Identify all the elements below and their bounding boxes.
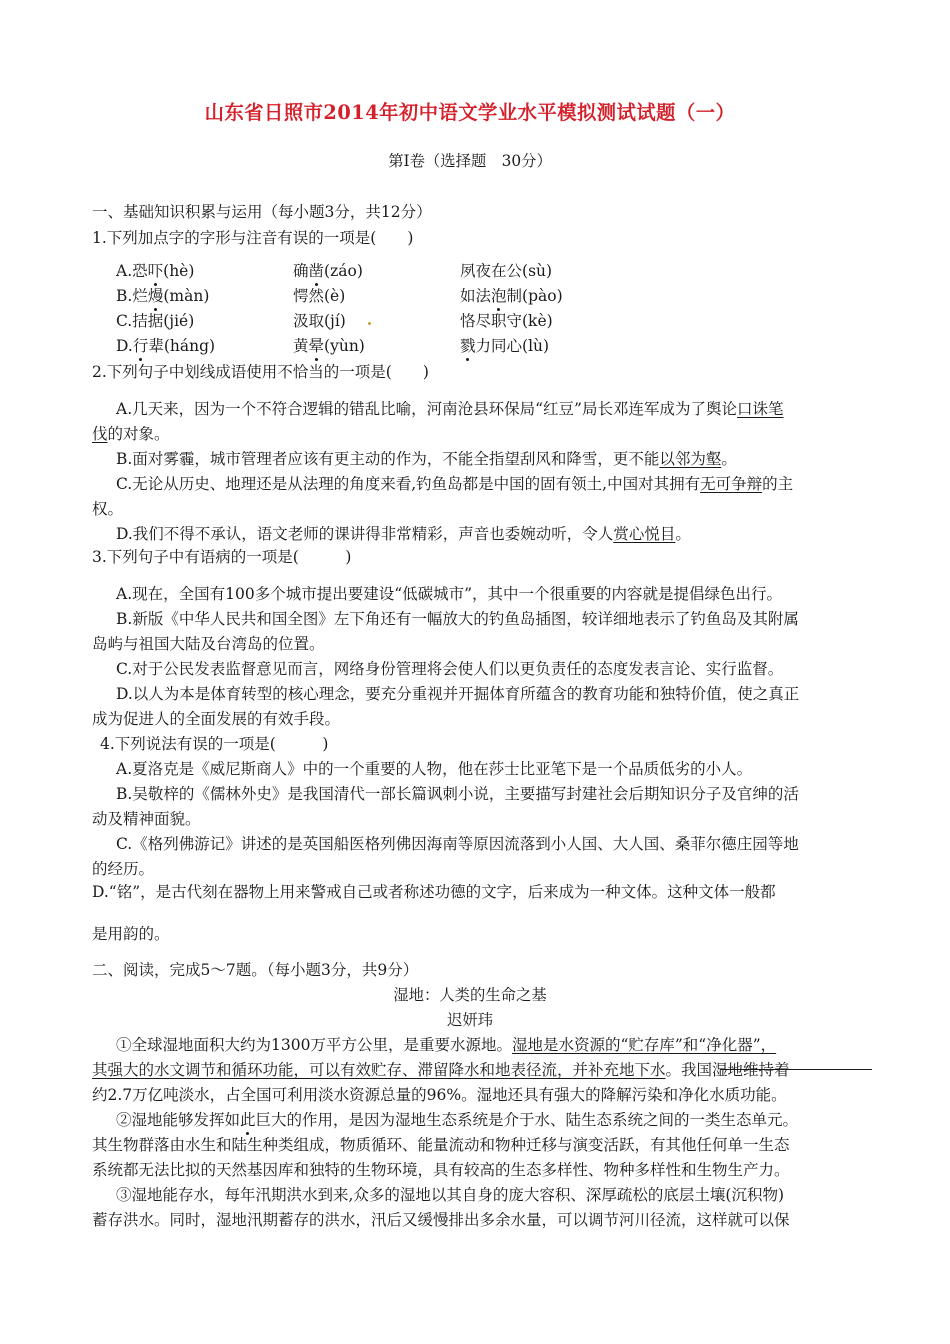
article-author: 迟妍玮 xyxy=(446,1011,494,1029)
q3-option-b-line2: 岛屿与祖国大陆及台湾岛的位置。 xyxy=(92,635,325,653)
q4-option-c-line2: 的经历。 xyxy=(92,860,155,878)
q3-option-d-line1: D.以人为本是体育转型的核心理念，要充分重视并开掘体育所蕴含的教育功能和独特价值，使之真正 xyxy=(116,685,800,703)
q4-option-b-line2: 动及精神面貌。 xyxy=(92,810,201,828)
q1-option-c-col3: 恪尽职守(kè) xyxy=(460,312,553,330)
underlined-idiom: 口诛笔 xyxy=(736,400,784,418)
paragraph-2-line2: 其生物群落由水生和陆生种类组成，物质循环、能量流动和物种迁移与演变活跃，有其他任何单一生态 xyxy=(92,1136,790,1154)
emphasis-dot-char: 凿 xyxy=(308,262,325,280)
q1-option-b-col1: B.烂熳(màn) xyxy=(116,287,210,305)
q4-option-d-line1: D.“铭”，是古代刻在器物上用来警戒自己或者称述功德的文字，后来成为一种文体。这种文体一般都 xyxy=(92,883,776,901)
underlined-idiom: 赏心悦目 xyxy=(613,525,676,543)
stray-dot-mark xyxy=(368,322,371,325)
q1-option-a-col2: 确凿(záo) xyxy=(293,262,363,280)
section2-heading: 二、阅读，完成5～7题。（每小题3分，共9分） xyxy=(92,961,419,979)
q3-option-c: C.对于公民发表监督意见而言，网络身份管理将会使人们以更负责任的态度发表言论、实行监督。 xyxy=(116,660,784,678)
paragraph-2-line3: 系统都无法比拟的天然基因库和独特的生物环境，具有较高的生态多样性、物种多样性和生物生产力。 xyxy=(92,1161,790,1179)
q3-option-b-line1: B.新版《中华人民共和国全图》左下角还有一幅放大的钓鱼岛插图，较详细地表示了钓鱼岛及其附属 xyxy=(116,610,799,628)
q4-option-c-line1: C.《格列佛游记》讲述的是英国船医格列佛因海南等原因流落到小人国、大人国、桑菲尔德庄园等地 xyxy=(116,835,799,853)
underlined-sentence: 其强大的水文调节和循环功能，可以有效贮存、滞留降水和地表径流，并补充地下水 xyxy=(92,1061,666,1079)
q4-option-a: A.夏洛克是《威尼斯商人》中的一个重要的人物，他在莎士比亚笔下是一个品质低劣的小人。 xyxy=(116,760,753,778)
q1-option-a-col3: 夙夜在公(sù) xyxy=(460,262,553,280)
article-title: 湿地：人类的生命之基 xyxy=(393,986,547,1004)
q2-option-d: D.我们不得不承认，语文老师的课讲得非常精彩，声音也委婉动听，令人赏心悦目。 xyxy=(116,525,691,543)
underlined-idiom: 以邻为壑 xyxy=(659,450,722,468)
paragraph-3-line1: ③湿地能存水，每年汛期洪水到来,众多的湿地以其自身的庞大容积、深厚疏松的底层土壤(沉积物) xyxy=(116,1186,785,1204)
q1-option-b-col2: 愕然(è) xyxy=(293,287,346,305)
paragraph-2-line1: ②湿地能够发挥如此巨大的作用，是因为湿地生态系统是介于水、陆生态系统之间的一类生态单元。 xyxy=(116,1111,799,1129)
q4-option-d-line2: 是用韵的。 xyxy=(92,925,170,943)
document-title: 山东省日照市2014年初中语文学业水平模拟测试试题（一） xyxy=(204,101,736,124)
q4-option-b-line1: B.吴敬梓的《儒林外史》是我国清代一部长篇讽刺小说，主要描写封建社会后期知识分子及官绅的活 xyxy=(116,785,799,803)
q2-stem: 2.下列句子中划线成语使用不恰当的一项是( ) xyxy=(92,363,429,381)
q1-option-d-col1: D.行辈(háng) xyxy=(116,337,216,355)
q3-option-a: A.现在，全国有100多个城市提出要建设“低碳城市”，其中一个很重要的内容就是提倡绿色出行。 xyxy=(116,585,783,603)
volume-heading: 第Ⅰ卷（选择题 30分） xyxy=(388,152,552,170)
underline-rule xyxy=(720,1069,872,1070)
paragraph-3-line2: 蓄存洪水。同时，湿地汛期蓄存的洪水，汛后又缓慢排出多余水量，可以调节河川径流，这样就可以保 xyxy=(92,1211,790,1229)
q4-stem: 4.下列说法有误的一项是( ) xyxy=(100,735,329,753)
section1-heading: 一、基础知识积累与运用（每小题3分，共12分） xyxy=(92,203,432,221)
q1-option-d-col3: 戮力同心(lù) xyxy=(460,337,550,355)
q1-option-a-col1: A.恐吓(hè) xyxy=(116,262,195,280)
q1-option-c-col1: C.拮据(jié) xyxy=(116,312,195,330)
q3-option-d-line2: 成为促进人的全面发展的有效手段。 xyxy=(92,710,341,728)
emphasis-dot-char: 戮 xyxy=(460,337,476,355)
emphasis-dot-char: 此 xyxy=(240,1111,256,1129)
paragraph-1-line1: ①全球湿地面积大约为1300万平方公里，是重要水源地。湿地是水资源的“贮存库”和“净化器”， xyxy=(116,1036,777,1054)
emphasis-dot-char: 熳 xyxy=(147,287,164,305)
q1-stem: 1.下列加点字的字形与注音有误的一项是( ) xyxy=(92,229,414,247)
q2-option-b: B.面对雾霾，城市管理者应该有更主动的作为，不能全指望刮风和降雪，更不能以邻为壑。 xyxy=(116,450,737,468)
paragraph-1-line2: 其强大的水文调节和循环功能，可以有效贮存、滞留降水和地表径流，并补充地下水。我国湿地维持着 xyxy=(92,1061,790,1079)
q2-option-a-line1: A.几天来，因为一个不符合逻辑的错乱比喻，河南沧县环保局“红豆”局长邓连军成为了舆论口诛笔 xyxy=(116,400,784,418)
q2-option-a-line2: 伐的对象。 xyxy=(92,425,170,443)
q1-option-b-col3: 如法泡制(pào) xyxy=(460,287,563,305)
underlined-sentence: 湿地是水资源的“贮存库”和“净化器”， xyxy=(511,1036,777,1054)
q2-option-c-line1: C.无论从历史、地理还是从法理的角度来看,钓鱼岛都是中国的固有领土,中国对其拥有无可争辩的主 xyxy=(116,475,794,493)
emphasis-dot-char: 泡 xyxy=(491,287,507,305)
q1-option-d-col2: 黄晕(yùn) xyxy=(293,337,365,355)
paragraph-1-line3: 约2.7万亿吨淡水，占全国可利用淡水资源总量的96%。湿地还具有强大的降解污染和净化水质功能。 xyxy=(92,1086,787,1104)
emphasis-dot-char: 行 xyxy=(132,337,149,355)
q2-option-c-line2: 权。 xyxy=(92,500,124,518)
q1-option-c-col2: 汲取(jí) xyxy=(293,312,346,330)
underlined-idiom: 无可争辩 xyxy=(700,475,763,493)
emphasis-dot-char: 吓 xyxy=(147,262,164,280)
emphasis-dot-char: 晕 xyxy=(308,337,325,355)
q3-stem: 3.下列句子中有语病的一项是( ) xyxy=(92,548,352,566)
underlined-idiom: 伐 xyxy=(92,425,108,443)
